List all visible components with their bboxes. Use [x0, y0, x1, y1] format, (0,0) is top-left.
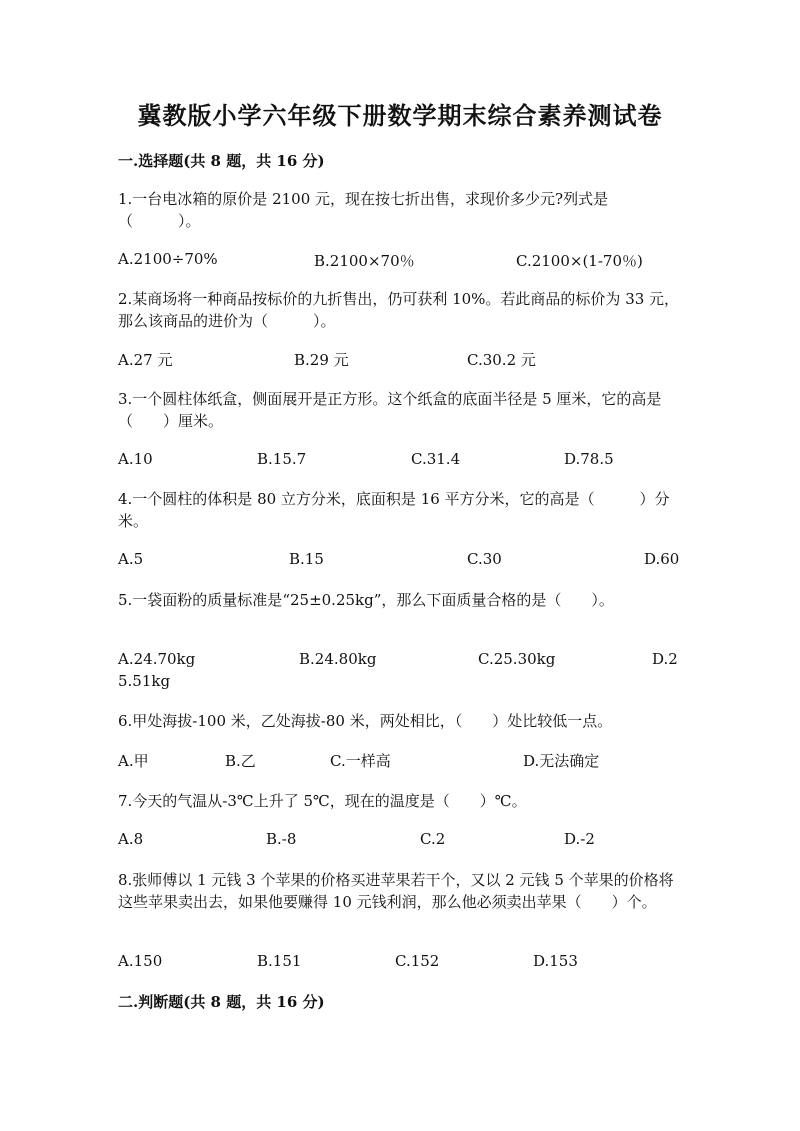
option-b: B.15.7 [257, 450, 307, 468]
question-8-options [118, 952, 688, 974]
option-c: C.30.2 元 [467, 351, 536, 369]
question-7-options [118, 830, 688, 852]
question-3: 3.一个圆柱体纸盒，侧面展开是正方形。这个纸盒的底面半径是 5 厘米，它的高是（ ）厘米。 [118, 390, 662, 430]
option-b: B.24.80kg [299, 650, 377, 668]
option-d: D.-2 [564, 830, 595, 848]
option-a: A.24.70kg [118, 650, 196, 668]
option-c: C.152 [395, 952, 440, 970]
option-b: B.-8 [266, 830, 297, 848]
section-heading-judgement: 二.判断题(共 8 题，共 16 分) [118, 993, 325, 1011]
option-a: A.10 [118, 450, 153, 468]
option-c: C.一样高 [330, 752, 391, 770]
option-d: D.60 [644, 550, 680, 568]
question-2: 2.某商场将一种商品按标价的九折售出，仍可获利 10%。若此商品的标价为 33 元，那么该商品的进价为（ ）。 [118, 290, 680, 330]
option-c: C.2 [420, 830, 446, 848]
option-b: B.29 元 [294, 351, 349, 369]
question-4: 4.一个圆柱的体积是 80 立方分米，底面积是 16 平方分米，它的高是（ ）分米。 [118, 490, 670, 530]
option-c: C.25.30kg [478, 650, 556, 668]
question-1-options [118, 250, 688, 272]
option-b: B.15 [289, 550, 324, 568]
option-d: D.2 [652, 650, 678, 668]
question-3-options [118, 450, 688, 472]
option-b: B.151 [257, 952, 302, 970]
question-8: 8.张师傅以 1 元钱 3 个苹果的价格买进苹果若干个，又以 2 元钱 5 个苹果的价格将这些苹果卖出去，如果他要赚得 10 元钱利润，那么他必须卖出苹果（ ）个。 [118, 871, 674, 911]
option-a: A.150 [118, 952, 163, 970]
question-5: 5.一袋面粉的质量标准是“25±0.25kg”，那么下面质量合格的是（ ）。 [118, 591, 614, 609]
question-4-options [118, 550, 688, 572]
page-title: 冀教版小学六年级下册数学期末综合素养测试卷 [137, 101, 663, 130]
option-c: C.30 [467, 550, 502, 568]
question-6-options [118, 750, 688, 772]
option-c: C.31.4 [411, 450, 461, 468]
option-d: D.78.5 [564, 450, 614, 468]
option-a: A.5 [118, 550, 144, 568]
option-a: A.甲 [118, 752, 149, 770]
option-d: D.无法确定 [523, 752, 600, 770]
option-a: A.2100÷70% [118, 250, 218, 268]
option-b: B.2100×70％ [314, 252, 415, 270]
question-7: 7.今天的气温从-3℃上升了 5℃，现在的温度是（ ）℃。 [118, 792, 527, 810]
option-c: C.2100×(1-70％) [516, 252, 643, 270]
option-d: D.153 [533, 952, 578, 970]
option-a: A.8 [118, 830, 144, 848]
question-1: 1.一台电冰箱的原价是 2100 元，现在按七折出售，求现价多少元?列式是（ ）。 [118, 190, 609, 230]
option-d-continuation: 5.51kg [118, 672, 171, 690]
question-2-options [118, 349, 688, 371]
option-a: A.27 元 [118, 351, 173, 369]
section-heading-choice: 一.选择题(共 8 题，共 16 分) [118, 152, 325, 170]
option-b: B.乙 [225, 752, 256, 770]
question-6: 6.甲处海拔-100 米，乙处海拔-80 米，两处相比，（ ）处比较低一点。 [118, 712, 613, 730]
question-5-options [118, 650, 688, 672]
